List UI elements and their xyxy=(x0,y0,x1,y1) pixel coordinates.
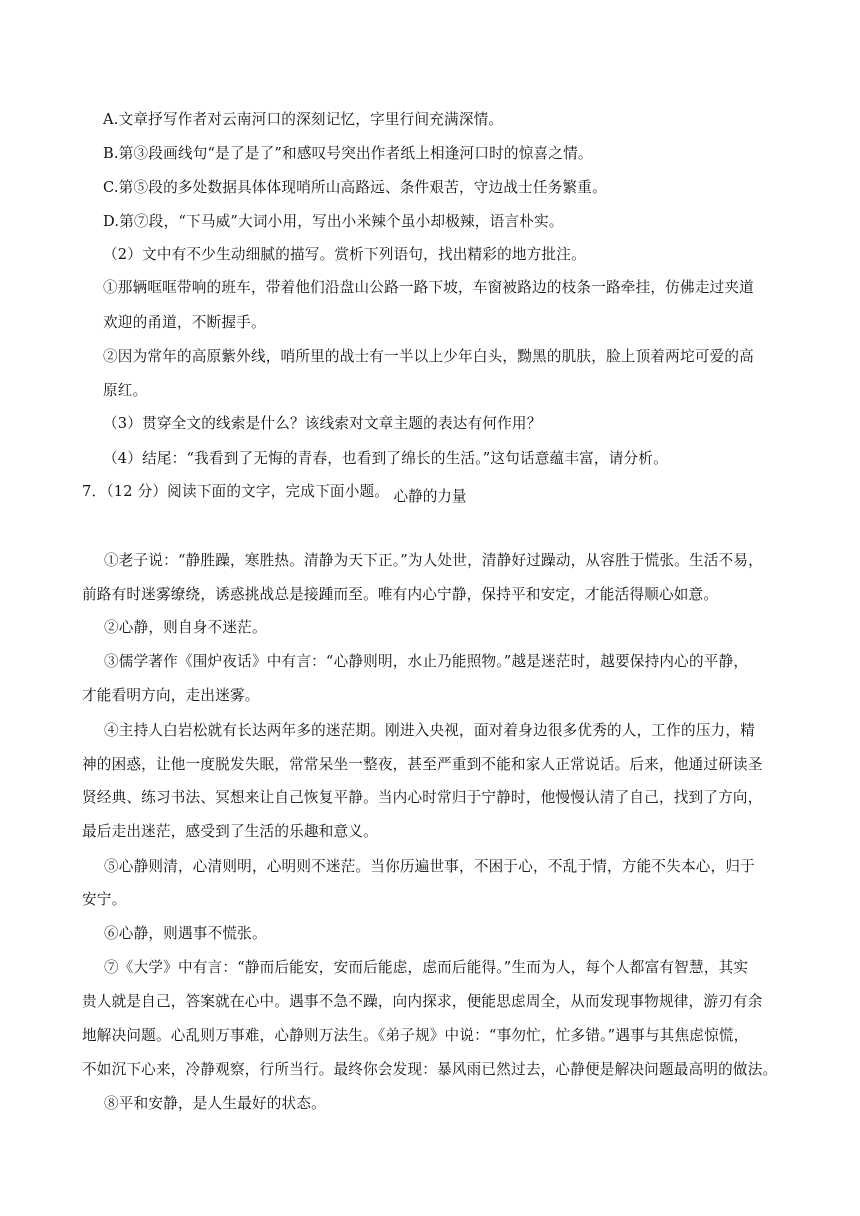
paragraph-6: ⑥心静，则遇事不慌张。 xyxy=(104,925,267,942)
sentence-2-line-2: 原红。 xyxy=(103,382,148,399)
passage-title: 心静的力量 xyxy=(393,488,467,505)
sentence-1-line-2: 欢迎的甬道，不断握手。 xyxy=(103,314,266,331)
sentence-2-line-1: ②因为常年的高原紫外线，哨所里的战士有一半以上少年白头，黝黑的肌肤，脸上顶着两坨可爱的高 xyxy=(103,348,754,365)
subquestion-4: （4）结尾：“我看到了无悔的青春，也看到了绵长的生活。”这句话意蕴丰富，请分析。 xyxy=(103,450,668,467)
paragraph-7-line-4: 不如沉下心来，冷静观察，行所当行。最终你会发现：暴风雨已然过去，心静便是解决问题最高明的做法。 xyxy=(82,1061,778,1078)
paragraph-3-line-2: 才能看明方向，走出迷雾。 xyxy=(82,687,260,704)
choice-d: D.第⑦段，“下马威”大词小用，写出小米辣个虽小却极辣，语言朴实。 xyxy=(103,213,564,230)
paragraph-4-line-2: 神的困惑，让他一度脱发失眠，常常呆坐一整夜，甚至严重到不能和家人正常说话。后来，他通过研读圣 xyxy=(82,756,763,773)
paragraph-2: ②心静，则自身不迷茫。 xyxy=(104,619,267,636)
paragraph-7-line-2: 贵人就是自己，答案就在心中。遇事不急不躁，向内探求，便能思虑周全，从而发现事物规律，游刃有余 xyxy=(82,993,763,1010)
choice-c: C.第⑤段的多处数据具体体现哨所山高路远、条件艰苦，守边战士任务繁重。 xyxy=(103,179,607,196)
paragraph-1-line-1: ①老子说：“静胜躁，寒胜热。清静为天下正。”为人处世，清静好过躁动，从容胜于慌张。生活不易， xyxy=(104,552,763,569)
sentence-1-line-1: ①那辆哐哐带响的班车，带着他们沿盘山公路一路下坡，车窗被路边的枝条一路牵挂，仿佛走过夹道 xyxy=(103,279,754,296)
paragraph-4-line-1: ④主持人白岩松就有长达两年多的迷茫期。刚进入央视，面对着身边很多优秀的人，工作的压力，精 xyxy=(104,722,755,739)
paragraph-4-line-4: 最后走出迷茫，感受到了生活的乐趣和意义。 xyxy=(82,823,378,840)
question-7-header: 7．（12 分）阅读下面的文字，完成下面小题。 xyxy=(82,483,390,500)
subquestion-2: （2）文中有不少生动细腻的描写。赏析下列语句，找出精彩的地方批注。 xyxy=(103,246,586,263)
paragraph-5-line-1: ⑤心静则清，心清则明，心明则不迷茫。当你历遍世事，不困于心，不乱于情，方能不失本心，归于 xyxy=(104,858,755,875)
paragraph-5-line-2: 安宁。 xyxy=(82,891,127,908)
choice-a: A.文章抒写作者对云南河口的深刻记忆，字里行间充满深情。 xyxy=(103,111,504,128)
paragraph-7-line-1: ⑦《大学》中有言：“静而后能安，安而后能虑，虑而后能得。”生而为人，每个人都富有智慧，其实 xyxy=(104,959,749,976)
paragraph-3-line-1: ③儒学著作《围炉夜话》中有言：“心静则明，水止乃能照物。”越是迷茫时，越要保持内心的平静， xyxy=(104,653,749,670)
subquestion-3: （3）贯穿全文的线索是什么？该线索对文章主题的表达有何作用？ xyxy=(103,415,542,432)
paragraph-4-line-3: 贤经典、练习书法、冥想来让自己恢复平静。当内心时常归于宁静时，他慢慢认清了自己，找到了方向， xyxy=(82,789,763,806)
paragraph-7-line-3: 地解决问题。心乱则万事难，心静则万法生。《弟子规》中说：“事勿忙，忙多错。”遇事与其焦虑惊慌， xyxy=(82,1027,749,1044)
choice-b: B.第③段画线句“是了是了”和感叹号突出作者纸上相逢河口时的惊喜之情。 xyxy=(103,145,593,162)
paragraph-8: ⑧平和安静，是人生最好的状态。 xyxy=(104,1095,326,1112)
paragraph-1-line-2: 前路有时迷雾缭绕，诱惑挑战总是接踵而至。唯有内心宁静，保持平和安定，才能活得顺心如意。 xyxy=(82,586,719,603)
